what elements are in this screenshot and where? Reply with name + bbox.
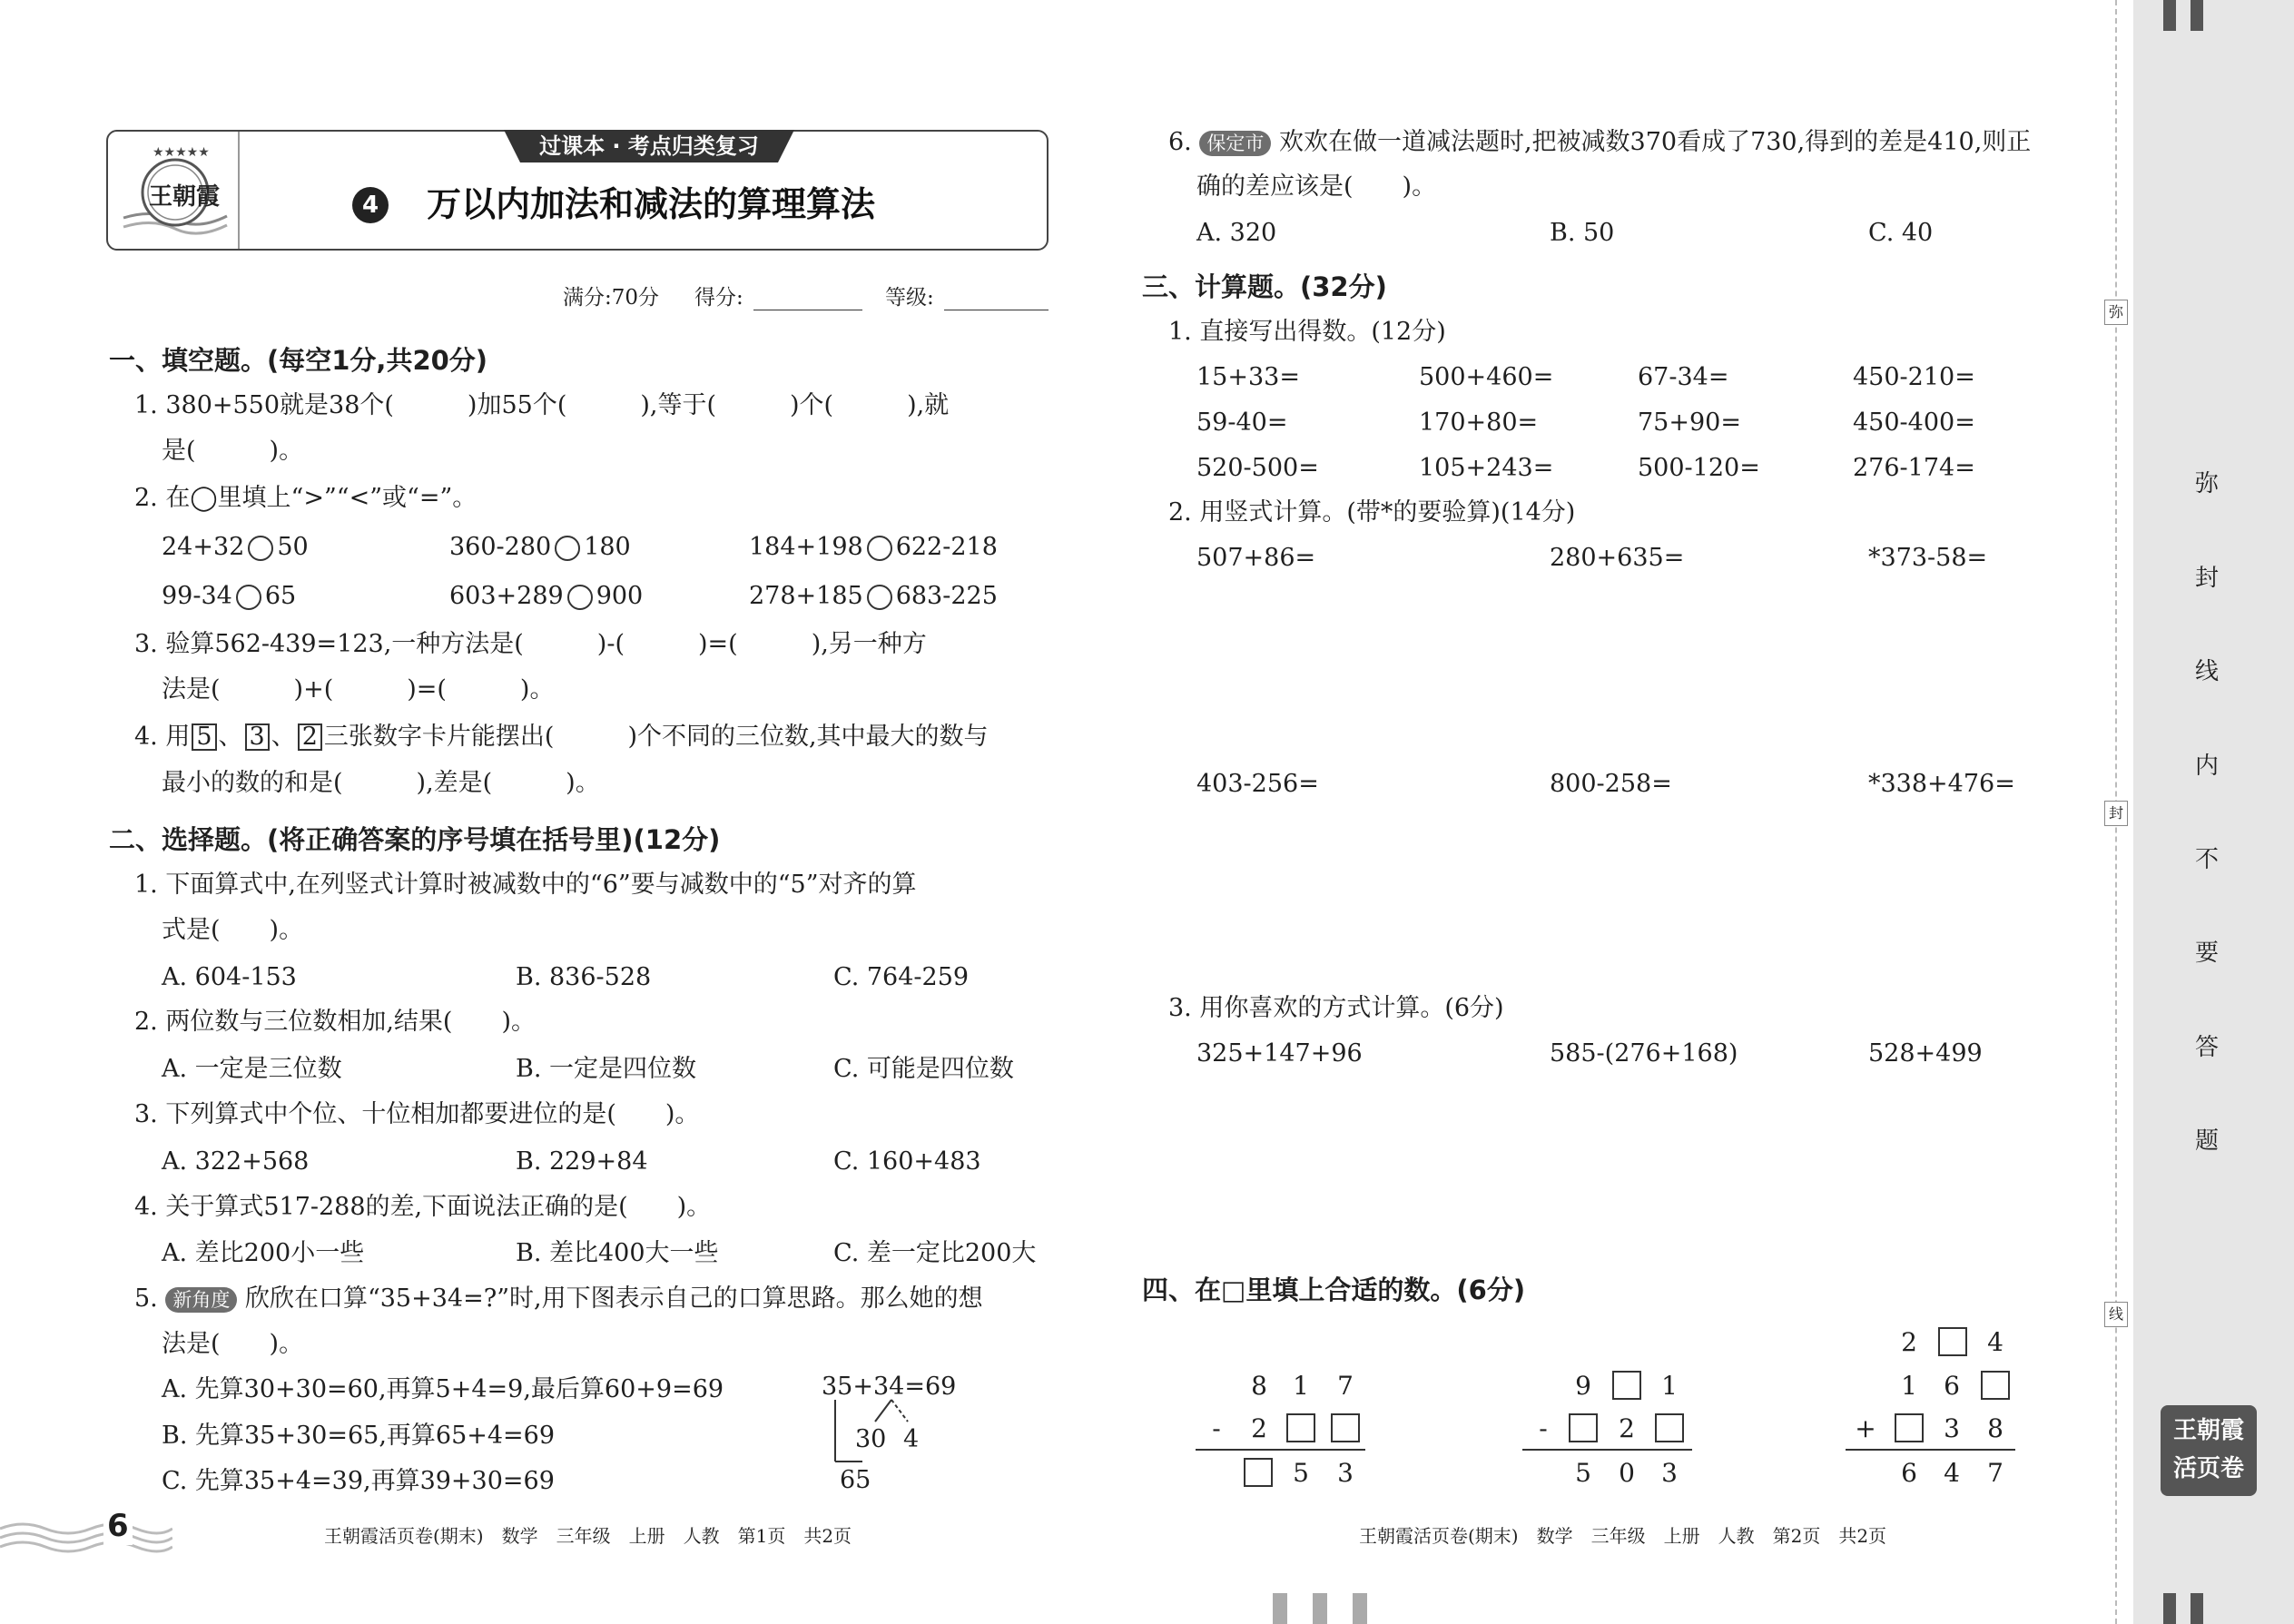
s2-q2-option[interactable]: B. 一定是四位数 — [516, 1055, 697, 1083]
direct-calc: 276-174= — [1853, 454, 1975, 482]
compare-circle[interactable] — [867, 536, 892, 561]
s2-q3-option[interactable]: B. 229+84 — [516, 1147, 648, 1176]
side-char: 答 — [2195, 1034, 2220, 1061]
q6-line1: 6. 保定市 欢欢在做一道减法题时,把被减数370看成了730,得到的差是410,则正 — [1168, 128, 2032, 156]
vertical-calc: 507+86= — [1196, 544, 1316, 572]
vertical-calc: *373-58= — [1868, 544, 1988, 572]
direct-calc: 67-34= — [1638, 363, 1729, 391]
vertical-calc: 403-256= — [1196, 770, 1319, 798]
s2-q1-option[interactable]: A. 604-153 — [162, 963, 297, 991]
answer-box[interactable] — [1244, 1458, 1273, 1487]
direct-calc: 170+80= — [1419, 408, 1539, 437]
diagram-equation: 35+34=69 — [822, 1373, 957, 1401]
side-bar-mark — [2191, 1593, 2203, 1624]
s2-q5-option[interactable]: B. 先算35+30=65,再算65+4=69 — [162, 1422, 556, 1450]
title-number-badge — [352, 187, 389, 223]
side-mark: 弥 — [2104, 300, 2128, 325]
binding-mark — [1313, 1593, 1327, 1624]
answer-box[interactable] — [1895, 1413, 1924, 1442]
section3-title: 三、计算题。(32分) — [1142, 271, 1387, 302]
digit-card: 2 — [298, 723, 322, 751]
answer-box[interactable] — [1569, 1413, 1598, 1442]
s2-q1-option[interactable]: C. 764-259 — [833, 963, 970, 991]
vertical-calc: 800-258= — [1550, 770, 1672, 798]
side-bar-mark — [2163, 0, 2176, 31]
brand-line1: 王朝霞 — [2172, 1417, 2244, 1444]
diagram-part-c: 65 — [840, 1466, 871, 1494]
s2-q1-line1: 1. 下面算式中,在列竖式计算时被减数中的“6”要与减数中的“5”对齐的算 — [134, 871, 917, 899]
grade-label: 等级: — [885, 286, 934, 310]
digit-card: 5 — [192, 723, 216, 751]
answer-box[interactable] — [1938, 1327, 1967, 1356]
title-number: 4 — [361, 192, 379, 219]
side-char: 不 — [2195, 846, 2220, 873]
s2-q4-option[interactable]: A. 差比200小一些 — [162, 1239, 365, 1267]
s2-q3-option[interactable]: A. 322+568 — [162, 1147, 310, 1176]
q6-option[interactable]: A. 320 — [1196, 219, 1277, 247]
side-strip — [2133, 0, 2294, 1624]
s2-q4-option[interactable]: B. 差比400大一些 — [516, 1239, 719, 1267]
section2-title: 二、选择题。(将正确答案的序号填在括号里)(12分) — [109, 824, 721, 855]
compare-item: 278+185 683-225 — [749, 582, 998, 610]
s1-q1-line2: 是( )。 — [162, 437, 304, 465]
answer-box[interactable] — [1286, 1413, 1315, 1442]
direct-calc: 500-120= — [1638, 454, 1760, 482]
easy-calc: 585-(276+168) — [1550, 1039, 1738, 1068]
header-tab-label: 过课本 · 考点归类复习 — [539, 133, 759, 159]
header-tab — [504, 130, 794, 162]
s1-q2: 2. 在◯里填上“>”“<”或“=”。 — [134, 484, 478, 512]
brand-line2: 活页卷 — [2172, 1455, 2244, 1482]
s2-q1-option[interactable]: B. 836-528 — [516, 963, 652, 991]
compare-circle[interactable] — [567, 585, 593, 610]
compare-circle[interactable] — [236, 585, 261, 610]
s2-q5-line2: 法是( )。 — [162, 1330, 304, 1358]
s1-q3-line2: 法是( )+( )=( )。 — [162, 675, 555, 704]
side-bar-mark — [2191, 0, 2203, 31]
direct-calc: 520-500= — [1196, 454, 1319, 482]
s2-q3: 3. 下列算式中个位、十位相加都要进位的是( )。 — [134, 1100, 700, 1128]
side-char: 弥 — [2195, 470, 2220, 497]
s1-q3-line1: 3. 验算562-439=123,一种方法是( )-( )=( ),另一种方 — [134, 630, 927, 658]
direct-calc: 105+243= — [1419, 454, 1554, 482]
page-number: 6 — [103, 1507, 133, 1545]
direct-calc: 500+460= — [1419, 363, 1554, 391]
full-score: 满分:70分 — [563, 286, 660, 310]
compare-item: 184+198 622-218 — [749, 533, 998, 561]
footer-right: 王朝霞活页卷(期末) 数学 三年级 上册 人教 第2页 共2页 — [1359, 1525, 1887, 1547]
s2-q5-option[interactable]: C. 先算35+4=39,再算39+30=69 — [162, 1467, 555, 1495]
score-label: 得分: — [694, 286, 743, 310]
answer-box[interactable] — [1981, 1371, 2010, 1400]
compare-item: 99-34 65 — [162, 582, 297, 610]
direct-calc: 15+33= — [1196, 363, 1300, 391]
s2-q3-option[interactable]: C. 160+483 — [833, 1147, 981, 1176]
compare-circle[interactable] — [555, 536, 580, 561]
s2-q2-option[interactable]: C. 可能是四位数 — [833, 1055, 1014, 1083]
s2-q5-option[interactable]: A. 先算30+30=60,再算5+4=9,最后算60+9=69 — [162, 1375, 724, 1403]
direct-calc: 450-400= — [1853, 408, 1975, 437]
side-char: 封 — [2195, 565, 2220, 592]
compare-item: 360-280 180 — [449, 533, 631, 561]
q6-option[interactable]: B. 50 — [1550, 219, 1615, 247]
easy-calc: 528+499 — [1868, 1039, 1983, 1068]
s2-q4-option[interactable]: C. 差一定比200大 — [833, 1239, 1037, 1267]
answer-box[interactable] — [1612, 1371, 1641, 1400]
footer-left: 王朝霞活页卷(期末) 数学 三年级 上册 人教 第1页 共2页 — [324, 1525, 852, 1547]
s2-q1-line2: 式是( )。 — [162, 916, 304, 944]
s1-q4-line2: 最小的数的和是( ),差是( )。 — [162, 769, 600, 797]
side-bar-mark — [2163, 1593, 2176, 1624]
side-mark: 线 — [2104, 1302, 2128, 1327]
s2-q2: 2. 两位数与三位数相加,结果( )。 — [134, 1008, 536, 1036]
logo-text: 王朝霞 — [149, 183, 221, 211]
s3-part2: 2. 用竖式计算。(带*的要验算)(14分) — [1168, 498, 1576, 527]
compare-item: 603+289 900 — [449, 582, 644, 610]
compare-circle[interactable] — [248, 536, 273, 561]
compare-item: 24+32 50 — [162, 533, 309, 561]
direct-calc: 75+90= — [1638, 408, 1741, 437]
binding-mark — [1273, 1593, 1287, 1624]
s2-q2-option[interactable]: A. 一定是三位数 — [162, 1055, 342, 1083]
s2-q4: 4. 关于算式517-288的差,下面说法正确的是( )。 — [134, 1193, 712, 1221]
q6-option[interactable]: C. 40 — [1868, 219, 1934, 247]
answer-box[interactable] — [1331, 1413, 1360, 1442]
page-number-waves — [0, 1518, 172, 1554]
vertical-calc: *338+476= — [1868, 770, 2015, 798]
direct-calc: 450-210= — [1853, 363, 1975, 391]
easy-calc: 325+147+96 — [1196, 1039, 1363, 1068]
brand-badge — [2161, 1405, 2257, 1496]
direct-calc: 59-40= — [1196, 408, 1288, 437]
diagram-part-b: 4 — [903, 1425, 920, 1453]
logo — [116, 136, 234, 245]
s2-q5-line1: 5. 新角度 欣欣在口算“35+34=?”时,用下图表示自己的口算思路。那么她的想 — [134, 1284, 983, 1313]
side-char: 内 — [2195, 753, 2220, 780]
compare-circle[interactable] — [867, 585, 892, 610]
header-divider — [238, 132, 240, 249]
s1-q1-line1: 1. 380+550就是38个( )加55个( ),等于( )个( ),就 — [134, 391, 950, 419]
new-angle-badge: 新角度 — [165, 1287, 237, 1313]
binding-mark — [1353, 1593, 1367, 1624]
page-title: 万以内加法和减法的算理算法 — [427, 184, 876, 224]
section4-title: 四、在□里填上合适的数。(6分) — [1142, 1275, 1526, 1305]
s3-part1: 1. 直接写出得数。(12分) — [1168, 318, 1446, 346]
vertical-calc: 280+635= — [1550, 544, 1685, 572]
side-char: 线 — [2195, 658, 2220, 685]
s3-part3: 3. 用你喜欢的方式计算。(6分) — [1168, 994, 1504, 1022]
side-char: 题 — [2195, 1127, 2220, 1155]
s1-q4-line1: 4. 用 5 、 3 、 2 三张数字卡片能摆出( )个不同的三位数,其中最大的数与 — [134, 723, 989, 751]
section1-title: 一、填空题。(每空1分,共20分) — [109, 345, 488, 376]
q6-line2: 确的差应该是( )。 — [1196, 172, 1437, 201]
baoding-badge: 保定市 — [1199, 131, 1271, 156]
side-char: 要 — [2195, 940, 2220, 967]
svg-text:★★★★★: ★★★★★ — [153, 145, 210, 160]
diagram-part-a: 30 — [855, 1425, 887, 1453]
digit-card: 3 — [245, 723, 270, 751]
side-mark: 封 — [2104, 801, 2128, 826]
answer-box[interactable] — [1655, 1413, 1684, 1442]
